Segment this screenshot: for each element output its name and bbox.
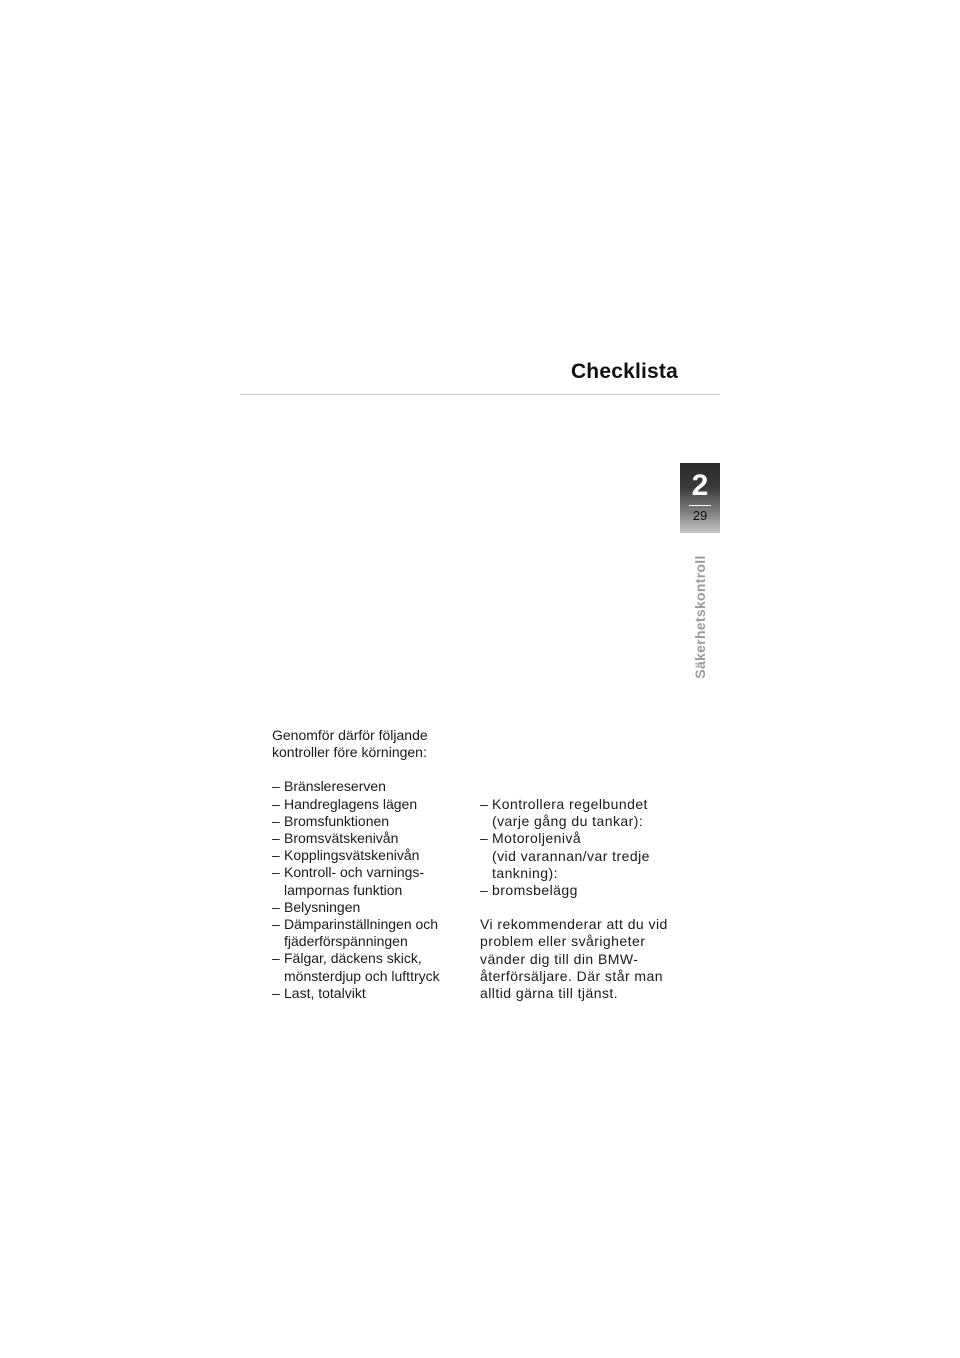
list-item-text: (vid varannan/var tredje [492,847,650,864]
list-item-text: Belysningen [284,898,361,915]
list-item [272,899,462,916]
page-title: Checklista [570,360,678,383]
list-item-text: mönsterdjup och lufttryck [284,967,440,984]
list-item [272,847,462,864]
list-item-text: lampornas funktion [284,881,403,898]
intro-line: kontroller före körningen: [272,744,427,761]
list-item-text: (varje gång du tankar): [492,813,644,830]
chapter-tab-divider [689,505,711,506]
recommendation-line: återförsäljare. Där står man [480,967,663,984]
intro-paragraph [272,727,462,761]
right-column [480,796,680,1002]
list-item [272,830,462,847]
list-item-text: Handreglagens lägen [284,795,418,812]
recommendation-line: alltid gärna till tjänst. [480,985,619,1002]
list-item-text: Kontrollera regelbundet [492,796,648,812]
list-item-text: Bromsfunktionen [284,812,390,829]
list-item-text: tankning): [492,864,558,881]
chapter-number: 2 [691,469,709,502]
list-item [480,830,680,882]
page-number: 29 [692,508,708,523]
list-item-text: Kontroll- och varnings- [284,864,425,881]
list-item-text: Last, totalvikt [284,984,366,1001]
list-item [272,864,462,898]
list-item-text: fjäderförspänningen [284,933,408,950]
list-item-text: Bränslereserven [284,778,386,795]
left-column [272,727,462,1002]
list-item-text: Fälgar, däckens skick, [284,950,422,967]
list-item [272,813,462,830]
intro-line: Genomför därför följande [272,727,428,743]
recommendation-paragraph [480,916,680,1002]
list-item [480,796,680,830]
section-side-label: Säkerhetskontroll [692,555,708,679]
list-item [272,916,462,950]
header-divider [240,394,720,395]
list-item-text: Kopplingsvätskenivån [284,847,420,864]
list-item [272,778,462,795]
maintenance-list [480,796,680,899]
chapter-tab [680,463,720,533]
recommendation-line: Vi rekommenderar att du vid [480,916,668,933]
list-item [272,985,462,1002]
recommendation-line: vänder dig till din BMW- [480,950,639,967]
list-item [480,882,680,899]
checklist [272,778,462,1002]
recommendation-line: problem eller svårigheter [480,933,646,950]
list-item-text: Bromsvätskenivån [284,830,399,847]
list-item [272,950,462,984]
list-item-text: Motoroljenivå [492,830,582,847]
list-item-text: Dämparinställningen och [284,916,439,933]
list-item [272,796,462,813]
list-item-text: bromsbelägg [492,882,578,899]
